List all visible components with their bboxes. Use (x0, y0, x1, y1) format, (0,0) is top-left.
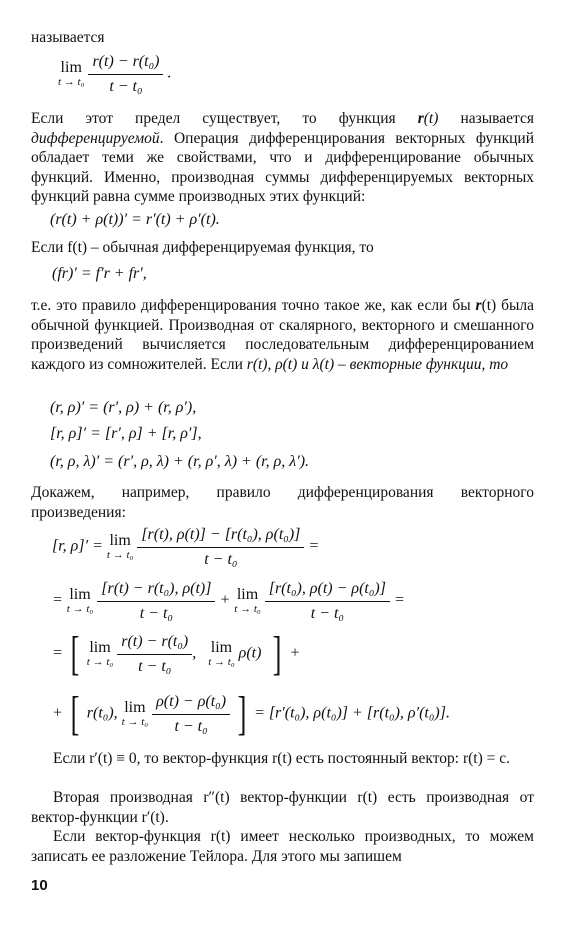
limit-operator: lim t → t₀ (208, 639, 235, 668)
equation-limit-definition: lim t → t₀ $\frac{\text{r(t) − r(t₀)}}{\text{t − t₀}}$ . (58, 53, 172, 95)
proof-line-2: = lim t → t₀ $\frac{\text{[r(t) − r(t₀), ρ(t)]}}{\text{t − t₀}}$ + lim t → t₀ $\frac{\text{[r(t₀), ρ(t) − ρ(t₀)]}}{\text{t − t₀}}$ = (52, 580, 405, 622)
equation-vector-product: [r, ρ]′ = [r′, ρ] + [r, ρ′], (50, 425, 202, 442)
equation-product-rule: (fr)′ = f′r + fr′, (52, 265, 147, 282)
paragraph-taylor: Если вектор-функция r(t) имеет несколько производных, то можем записать ее разложение Тейлора. Для этого мы запишем (31, 828, 534, 865)
paragraph-second-derivative: Вторая производная r″(t) вектор-функции r(t) есть производная от вектор-функции r′(t). (31, 789, 534, 826)
fraction: $\frac{\text{r(t) − r(t₀)}}{\text{t − t₀}}$ (88, 52, 163, 96)
paragraph-ordinary-function: Если f(t) – обычная дифференцируемая функция, то (31, 239, 374, 256)
fraction: $\frac{\text{[r(t₀), ρ(t) − ρ(t₀)]}}{\text{t − t₀}}$ (265, 579, 390, 623)
left-bracket: [ (70, 687, 80, 740)
limit-operator: lim t → t₀ (234, 586, 261, 615)
left-bracket: [ (70, 627, 80, 680)
paragraph-products: т.е. это правило дифференцирования точно такое же, как если бы r(t) была обычной функцией. Производная от скалярного, векторного и смешанного произведений вычисляется последовательным дифференцированием каждого из сомножителей. Если r(t), ρ(t) и λ(t) – векторные функции, то (31, 297, 534, 373)
limit-operator: lim t → t₀ (58, 59, 85, 88)
equation-mixed-product: (r, ρ, λ)′ = (r′, ρ, λ) + (r, ρ′, λ) + (r, ρ, λ′). (50, 453, 310, 470)
proof-line-4: + [ r(t₀), lim t → t₀ $\frac{\text{ρ(t) − ρ(t₀)}}{\text{t − t₀}}$ ] = [r′(t₀), ρ(t₀)] + [r(t₀), ρ′(t₀)]. (52, 687, 450, 740)
fraction: $\frac{\text{[r(t) − r(t₀), ρ(t)]}}{\text{t − t₀}}$ (97, 579, 215, 623)
page-number: 10 (31, 877, 48, 894)
paragraph-proof-intro: Докажем, например, правило дифференцирования векторного произведения: (31, 484, 534, 521)
proof-line-1: [r, ρ]′ = lim t → t₀ $\frac{\text{[r(t), ρ(t)] − [r(t₀), ρ(t₀)]}}{\text{t − t₀}}$ = (52, 526, 320, 568)
fraction: $\frac{\text{ρ(t) − ρ(t₀)}}{\text{t − t₀}}$ (152, 692, 230, 736)
paragraph-constant-vector: Если r′(t) ≡ 0, то вектор-функция r(t) есть постоянный вектор: r(t) = c. (53, 750, 511, 767)
paragraph-differentiable: Если этот предел существует, то функция r(t) называется дифференцируемой. Операция дифференцирования векторных функций обладает теми же свойствами, что и дифференцирование обычных функций. Именно, производная суммы дифференцируемых векторных функций равна сумме производных этих функций: (31, 110, 534, 205)
equation-scalar-product: (r, ρ)′ = (r′, ρ) + (r, ρ′), (50, 399, 197, 416)
limit-operator: lim t → t₀ (86, 639, 114, 668)
fraction: $\frac{\text{[r(t), ρ(t)] − [r(t₀), ρ(t₀)]}}{\text{t − t₀}}$ (137, 525, 304, 569)
limit-operator: lim t → t₀ (106, 532, 134, 561)
text-called: называется (31, 29, 105, 46)
right-bracket: ] (273, 627, 282, 680)
right-bracket: ] (237, 687, 247, 740)
limit-operator: lim t → t₀ (66, 586, 94, 615)
fraction: $\frac{\text{r(t) − r(t₀)}}{\text{t − t₀}}$ (117, 632, 192, 676)
limit-operator: lim t → t₀ (121, 699, 149, 728)
term-differentiable: дифференцируемой (31, 129, 160, 147)
equation-sum-derivative: (r(t) + ρ(t))′ = r′(t) + ρ′(t). (50, 211, 220, 228)
proof-line-3: = [ lim t → t₀ $\frac{\text{r(t) − r(t₀)}}{\text{t − t₀}}$ , lim t → t₀ ρ(t) ] + (52, 627, 301, 680)
